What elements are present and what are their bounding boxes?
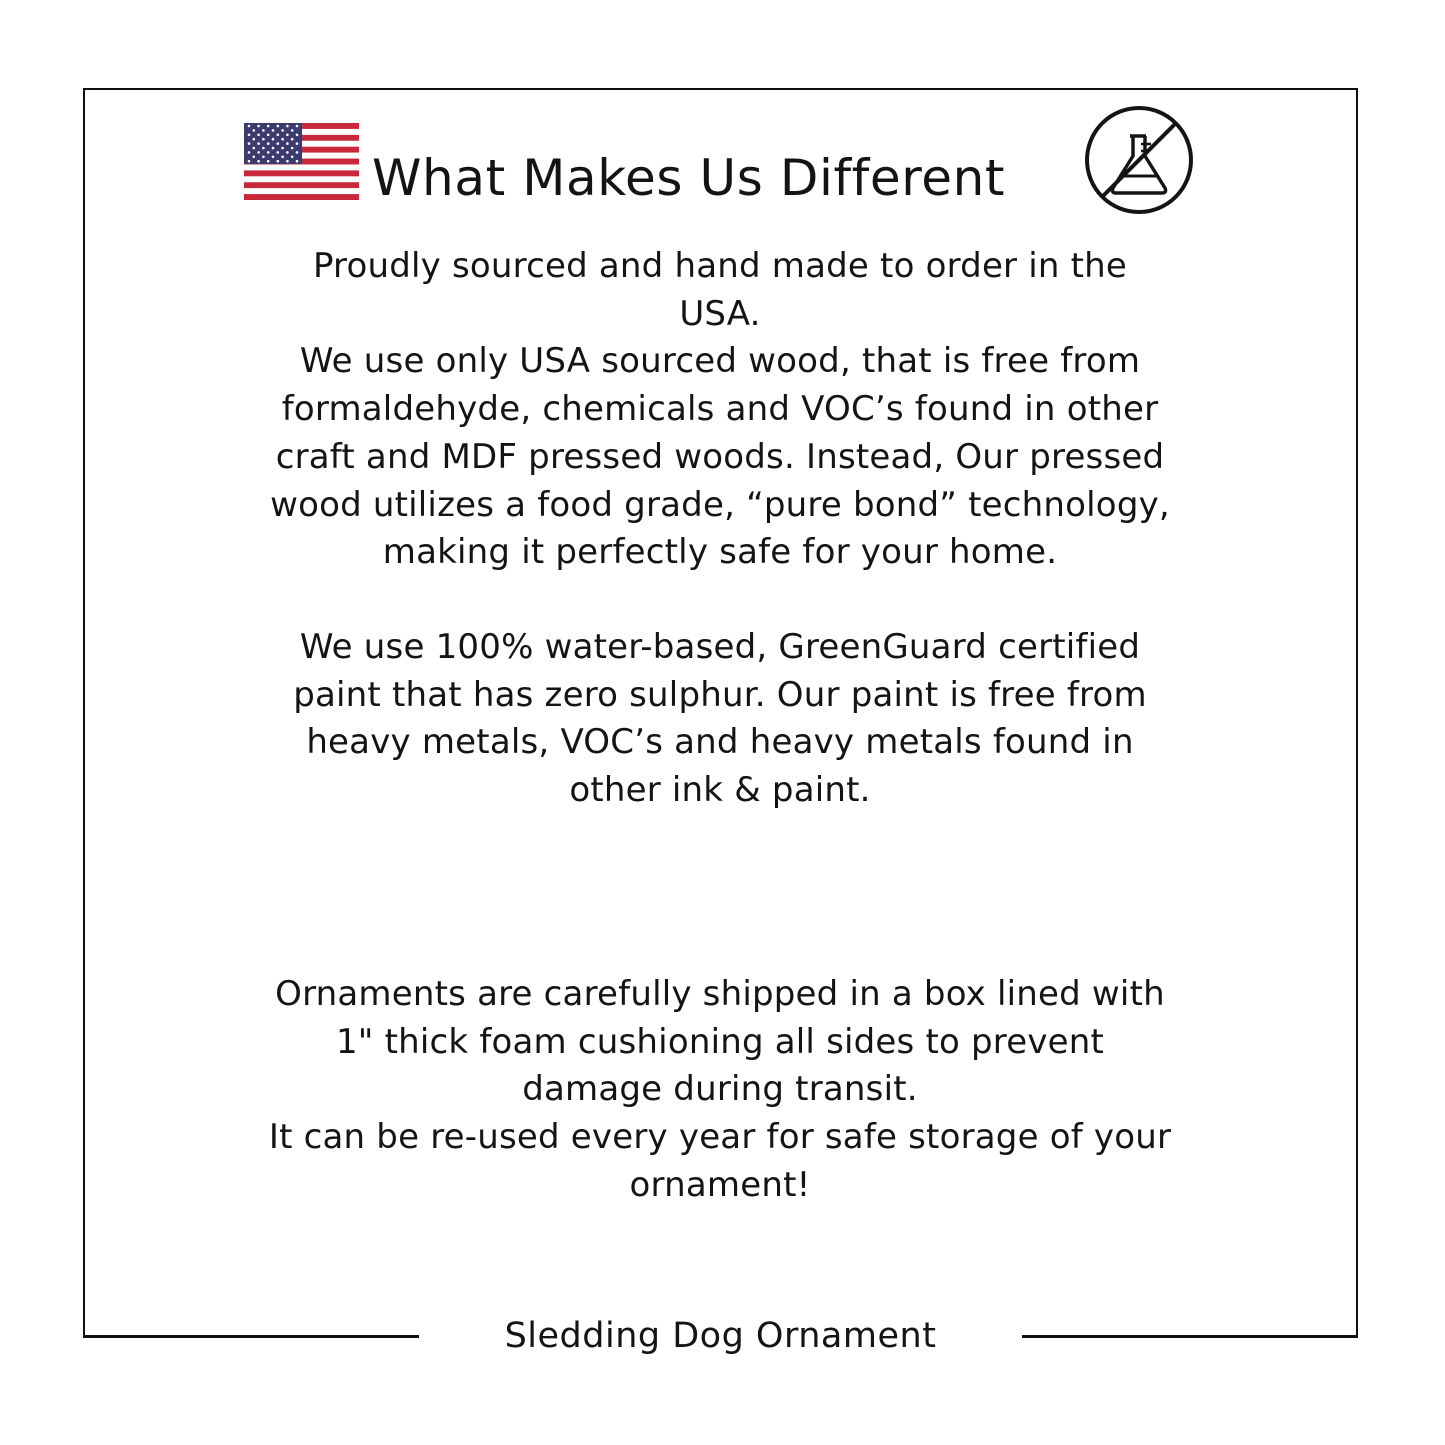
flag-star — [253, 147, 256, 150]
paragraph-line: wood utilizes a food grade, “pure bond” technology, — [270, 484, 1170, 525]
flag-stripe — [244, 164, 359, 170]
flag-star — [277, 160, 280, 163]
flag-star — [267, 151, 270, 154]
flag-stripe — [244, 194, 359, 200]
paragraph-line: heavy metals, VOC’s and heavy metals found in — [306, 722, 1134, 763]
no-chemicals-icon — [1083, 104, 1195, 216]
flag-star — [272, 129, 275, 132]
flag-star — [277, 142, 280, 145]
flag-star — [253, 156, 256, 159]
flag-star — [262, 129, 265, 132]
paragraph-line: damage during transit. — [522, 1069, 918, 1110]
flag-star — [257, 160, 260, 163]
paragraph-line: We use 100% water-based, GreenGuard certified — [299, 627, 1141, 667]
flag-star — [257, 134, 260, 137]
flag-star — [248, 142, 251, 145]
usa-flag-icon — [244, 123, 359, 200]
flag-star — [296, 151, 299, 154]
flag-star — [296, 160, 299, 163]
footer-divider-right — [1022, 1335, 1358, 1338]
flag-star — [286, 151, 289, 154]
paragraph-line: ornament! — [629, 1164, 811, 1205]
flag-star — [267, 160, 270, 163]
paragraph-shipping — [200, 971, 1240, 1210]
flag-star — [277, 125, 280, 128]
flag-star — [281, 156, 284, 159]
paragraph-line: Proudly sourced and hand made to order in the — [312, 246, 1128, 286]
flag-star — [253, 138, 256, 141]
flag-star — [262, 156, 265, 159]
flag-star — [248, 151, 251, 154]
paragraph-line: other ink & paint. — [569, 770, 871, 811]
paragraph-line: paint that has zero sulphur. Our paint is free from — [293, 674, 1147, 715]
footer-label: Sledding Dog Ornament — [504, 1316, 937, 1356]
flag-star — [267, 125, 270, 128]
flag-stripe — [244, 188, 359, 194]
flag-star — [296, 125, 299, 128]
paragraph-line: craft and MDF pressed woods. Instead, Our pressed — [275, 436, 1165, 477]
footer-divider-left — [83, 1335, 419, 1338]
flag-star — [291, 129, 294, 132]
flag-star — [291, 147, 294, 150]
flag-star — [272, 138, 275, 141]
flag-stripe — [244, 170, 359, 176]
flag-star — [286, 160, 289, 163]
flag-star — [286, 134, 289, 137]
flag-star — [277, 151, 280, 154]
flag-star — [267, 142, 270, 145]
flag-star — [277, 134, 280, 137]
flag-star — [272, 147, 275, 150]
flag-star — [248, 125, 251, 128]
flag-star — [267, 134, 270, 137]
flag-star — [257, 142, 260, 145]
paragraph-line: USA. — [679, 293, 761, 334]
flag-star — [257, 125, 260, 128]
flag-star — [253, 129, 256, 132]
flag-star — [281, 129, 284, 132]
flag-star — [272, 156, 275, 159]
page-title: What Makes Us Different — [372, 149, 1006, 207]
paragraph-line: 1" thick foam cushioning all sides to prevent — [335, 1021, 1105, 1062]
paragraph-line: making it perfectly safe for your home. — [382, 532, 1058, 573]
flag-star — [296, 134, 299, 137]
flag-star — [291, 156, 294, 159]
paragraph-paint — [200, 624, 1240, 815]
flag-stripe — [244, 182, 359, 188]
flag-star — [286, 125, 289, 128]
flag-star — [262, 138, 265, 141]
paragraph-origin — [200, 243, 1240, 577]
paragraph-line: We use only USA sourced wood, that is free from — [299, 341, 1141, 382]
flag-stripe — [244, 176, 359, 182]
flag-star — [286, 142, 289, 145]
flag-star — [291, 138, 294, 141]
flag-star — [281, 147, 284, 150]
paragraph-line: Ornaments are carefully shipped in a box lined with — [275, 974, 1165, 1014]
flag-star — [248, 160, 251, 163]
flag-star — [296, 142, 299, 145]
paragraph-line: It can be re-used every year for safe storage of your — [268, 1117, 1172, 1158]
flag-star — [257, 151, 260, 154]
paragraph-line: formaldehyde, chemicals and VOC’s found in other — [281, 389, 1159, 430]
flag-star — [262, 147, 265, 150]
flag-star — [248, 134, 251, 137]
flag-star — [281, 138, 284, 141]
